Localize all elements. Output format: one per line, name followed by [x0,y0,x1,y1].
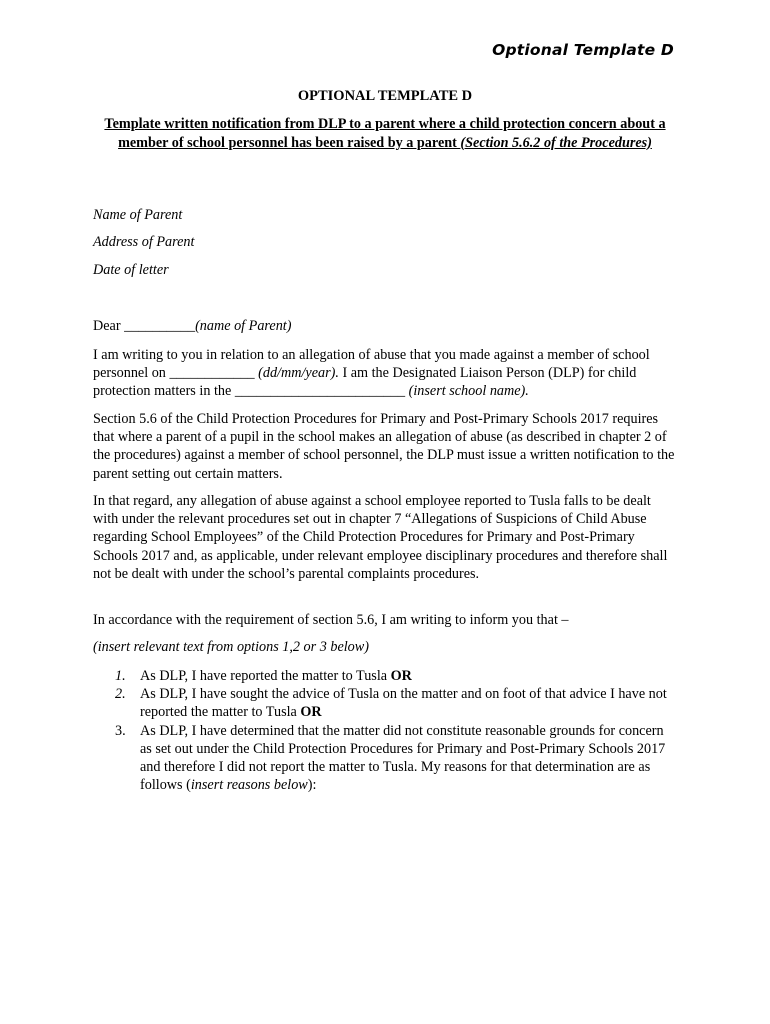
option-text: As DLP, I have reported the matter to Tusla [140,668,391,684]
option-item-1 [93,667,677,685]
options-list [93,667,677,794]
option-emphasis: OR [300,704,322,721]
option-item-3 [93,722,677,795]
option-number: 1. [115,668,126,684]
school-name-hint: (insert school name). [408,383,529,400]
subtitle-main: Template written notification from DLP to a parent where a child protection concern about a member of school personnel has been raised by a parent [104,116,666,151]
option-text: As DLP, I have determined that the matter did not constitute reasonable grounds for concern as set out under the Child Protection Procedures for Primary and Post-Primary Schools 2017 and therefore I did not report the matter to Tusla. My reasons for that determination are as follows ( [140,722,666,794]
option-italic-part: insert reasons below [190,777,308,794]
parent-name-field: Name of Parent [93,207,183,223]
subtitle-reference: (Section 5.6.2 of the Procedures) [460,134,652,151]
paragraph-section-5-6: Section 5.6 of the Child Protection Procedures for Primary and Post-Primary Schools 2017 requires that where a parent of a pupil in the school makes an allegation of abuse (as described in chapter 2 of the procedures) against a member of school personnel, the DLP must issue a written notification to the parent setting out certain matters. [93,411,675,482]
salutation-placeholder: (name of Parent) [195,318,292,334]
option-item-2 [93,685,677,721]
paragraph-tusla-procedures: In that regard, any allegation of abuse against a school employee reported to Tusla falls to be dealt with under the relevant procedures set out in chapter 7 “Allegations of Suspicions of Child Abuse regarding School Employees” of the Child Protection Procedures for Primary and Post-Primary Schools 2017 and, as applicable, under relevant employee disciplinary procedures and therefore shall not be dealt with under the school’s parental complaints procedures. [93,493,668,582]
parent-address-field: Address of Parent [93,234,195,250]
paragraph-inform: In accordance with the requirement of section 5.6, I am writing to inform you that – [93,612,569,628]
option-number: 2. [115,686,126,703]
paragraph-intro [93,346,677,401]
running-header: Optional Template D [492,41,674,59]
option-number: 3. [115,722,126,739]
option-emphasis: OR [390,668,412,684]
date-hint: (dd/mm/year). [258,365,339,382]
document-subtitle [93,115,677,152]
option-closing: ): [307,777,317,794]
paragraph-intro-b: I am the Designated Liaison Person (DLP) for child protection matters in the ________________________ [93,365,637,400]
salutation [93,318,291,335]
paragraph-intro-a: I am writing to you in relation to an allegation of abuse that you made against a member of school personnel on ____________ [93,347,650,382]
options-instruction: (insert relevant text from options 1,2 or 3 below) [93,639,369,655]
letter-date-field: Date of letter [93,262,169,278]
option-text: As DLP, I have sought the advice of Tusla on the matter and on foot of that advice I have not reported the matter to Tusla [140,686,667,721]
salutation-dear: Dear __________ [93,318,196,334]
document-title: OPTIONAL TEMPLATE D [297,88,473,104]
